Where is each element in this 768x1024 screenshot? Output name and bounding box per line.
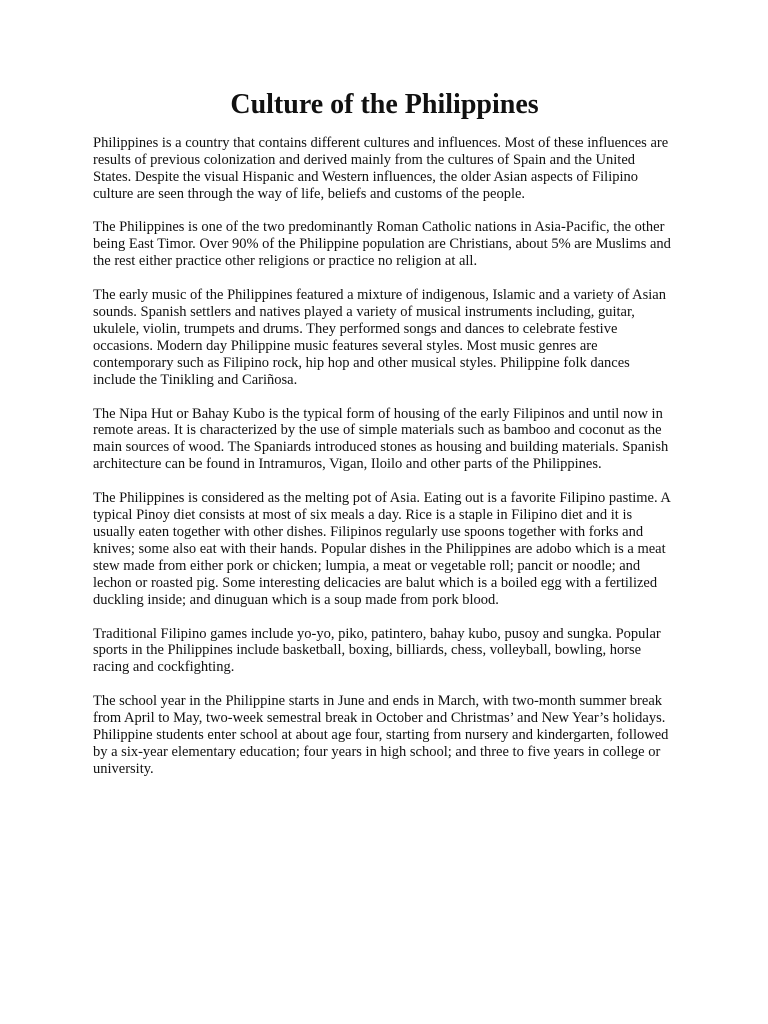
paragraph-housing: The Nipa Hut or Bahay Kubo is the typical form of housing of the early Filipinos and until now in remote areas. It is characterized by the use of simple materials such as bamboo and coconut as the main sources of wood. The Spaniards introduced stones as housing and building materials. Spanish architecture can be found in Intramuros, Vigan, Iloilo and other parts of the Philippines. [93, 405, 669, 473]
paragraph-introduction: Philippines is a country that contains different cultures and influences. Most of these influences are results of previous colonization and derived mainly from the cultures of Spain and the United States. Despite the visual Hispanic and Western influences, the older Asian aspects of Filipino culture are seen through the way of life, beliefs and customs of the people. [93, 134, 669, 202]
document-page [93, 90, 676, 795]
paragraph-music: The early music of the Philippines featured a mixture of indigenous, Islamic and a variety of Asian sounds. Spanish settlers and natives played a variety of musical instruments including, guitar, ukulele, violin, trumpets and drums. They performed songs and dances to celebrate festive occasions. Modern day Philippine music features several styles. Most music genres are contemporary such as Filipino rock, hip hop and other musical styles. Philippine folk dances include the Tinikling and Cariñosa. [93, 287, 666, 388]
paragraph-education: The school year in the Philippine starts in June and ends in March, with two-month summer break from April to May, two-week semestral break in October and Christmas’ and New Year’s holidays. Philippine students enter school at about age four, starting from nursery and kindergarten, followed by a six-year elementary education; four years in high school; and three to five years in college or university. [93, 693, 669, 777]
paragraph-games-sports: Traditional Filipino games include yo-yo, piko, patintero, bahay kubo, pusoy and sungka. Popular sports in the Philippines include basketball, boxing, billiards, chess, volleyball, bowling, horse racing and cockfighting. [93, 625, 661, 676]
paragraph-food: The Philippines is considered as the melting pot of Asia. Eating out is a favorite Filipino pastime. A typical Pinoy diet consists at most of six meals a day. Rice is a staple in Filipino diet and it is usually eaten together with other dishes. Filipinos regularly use spoons together with forks and knives; some also eat with their hands. Popular dishes in the Philippines are adobo which is a meat stew made from either pork or chicken; lumpia, a meat or vegetable roll; pancit or noodle; and lechon or roasted pig. Some interesting delicacies are balut which is a boiled egg with a fertilized duckling inside; and dinuguan which is a soup made from pork blood. [93, 490, 671, 608]
paragraph-religion: The Philippines is one of the two predominantly Roman Catholic nations in Asia-Pacific, the other being East Timor. Over 90% of the Philippine population are Christians, about 5% are Muslims and the rest either practice other religions or practice no religion at all. [93, 219, 671, 270]
document-title: Culture of the Philippines [230, 89, 539, 120]
